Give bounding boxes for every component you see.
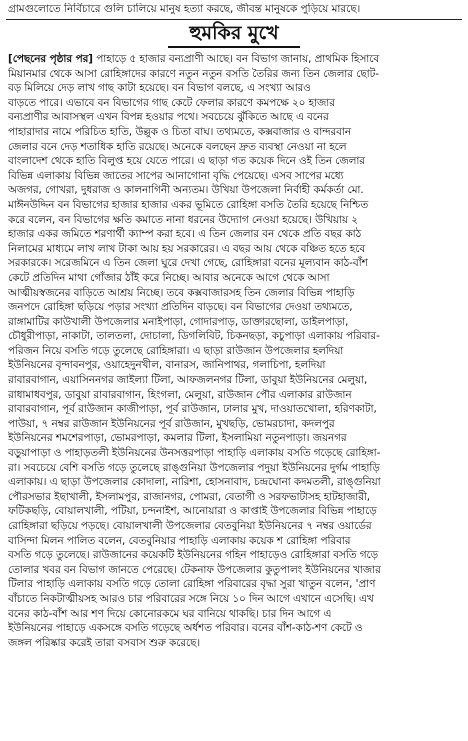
article-line: হাজার একর জমিতে শরণার্থী ক্যাম্প করা হবে। এ তিন জেলার বন থেকে প্রতি বছর কাঠ [8, 228, 362, 241]
continuation-tag: [পেছনের পৃষ্ঠার পর] [8, 53, 93, 65]
article-line: তোলার খবর বন বিভাগ জানতে পেরেছে। টেকনাফ উপজেলার কুতুপালং ইউনিয়নের খাজার [8, 563, 381, 576]
article-line: পাহারাদার নামে পরিচিত হাতি, উল্লুক ও চিতা বাঘ। তথ্যমতে, কক্সবাজার ও বান্দরবান [8, 125, 352, 138]
article-line: বাসিন্দা মিলন পালিত বলেন, বেতবুনিয়ার পাহাড়ি এলাকায় কয়েক শ রোহিঙ্গা পরিবার [8, 534, 351, 547]
article-line: অজগর, গোখরা, দুধরাজ ও কালনাগিনী অন্যতম। উখিয়া উপজেলা নির্বাহী কর্মকর্তা মো. [8, 184, 364, 197]
first-line-text: পাহাড়ে ৫ হাজার বন্যপ্রাণী আছে। বন বিভাগ জানায়, প্রাথমিক হিসাবে [92, 53, 380, 65]
article-line: ইউনিয়নের পাহাড়ে একসঙ্গে বসতি গড়েছে অর্ধশত পরিবার। বনের বাঁশ-কাঠ-শণ কেটে ও [8, 622, 363, 635]
article-first-line [8, 52, 462, 67]
article-line: সরকারকে। সরেজমিনে এ তিন জেলা ঘুরে দেখা গেছে, রোহিঙ্গারা বনের মূল্যবান কাঠ-বাঁশ [8, 257, 368, 270]
article-line: এলাকায়। এ ছাড়া উপজেলার কোদালা, নারিশা, হোসনাবাদ, চন্দ্রঘোনা কদমতলী, রাঙ্গুনিয়া [8, 476, 381, 489]
article-line: বনের কাঠ-বাঁশ আর শণ দিয়ে কোনোরকমে ঘর বানিয়ে থাকছি। চার দিন আগে এ [8, 607, 332, 620]
article-line: টিলার পাহাড়ি এলাকায় বসতি গড়ে তোলা রোহিঙ্গা পরিবারের বৃদ্ধা সুরা খাতুন বলেন, 'প্রাণ [8, 578, 376, 591]
article-line: কেটে প্রতিদিন মাথা গোঁজার ঠাঁই করে নিচ্ছে। আবার অনেকে আগে থেকে আসা [8, 271, 330, 284]
article-line: মাঈনউদ্দিন বন বিভাগের হাজার হাজার একর ভূমিতে রোহিঙ্গা বসতি তৈরি হয়েছে নিশ্চিত [8, 198, 369, 211]
headline: হুমকির মুখে [189, 22, 279, 44]
article-line: বন্যপ্রাণীর আবাসস্থল এখন বিপন্ন হওয়ার পথে। সবচেয়ে ঝুঁকিতে আছে এ বনের [8, 111, 329, 124]
article-line: নিলামের মাধ্যমে লাখ লাখ টাকা আয় হয় সরকারের। এ বছর আয় থেকে বঞ্চিত হতে হবে [8, 242, 366, 255]
article-line: জনপদে রোহিঙ্গা ছড়িয়ে পড়ার সংখ্যা প্রতিদিন বাড়ছে। বন বিভাগের দেওয়া তথ্যমতে, [8, 301, 353, 314]
article-line: রোহিঙ্গারা ছড়িয়ে পড়ছে। বোয়ালখালী উপজেলার বেতবুনিয়া ইউনিয়নের ৭ নম্বর ওয়ার্ডের [8, 520, 372, 532]
article-line: ইউনিয়নের শমশেরপাড়া, ভোমরপাড়া, কমলার টিলা, ইসলামিয়া নতুনপাড়া। জয়নগর [8, 432, 347, 445]
article-line: বিভিন্ন এলাকায় বিভিন্ন জাতের সাপের আনাগোনা বৃদ্ধি পেয়েছে। এসব সাপের মধ্যে [8, 169, 344, 182]
article-line: বাংলাদেশ থেকে হাতি বিলুপ্ত হয়ে যেতে পারে। এ ছাড়া গত কয়েক দিনে ওই তিন জেলার [8, 155, 365, 168]
article-line: পাউয়া, ৭ নম্বর রাউজান ইউনিয়নের পূর্ব রাউজান, মুখছড়ি, ভোমরচাদা, কদলপুর [8, 417, 335, 430]
article-line: আত্মীয়স্বজনের বাড়িতে আশ্রয় নিচ্ছে। তবে কক্সবাজারসহ তিন জেলার বিভিন্ন পাহাড়ি [8, 286, 355, 299]
article-line: রাধামাধবপুর, ডাবুয়া রাবারবাগান, হিংগলা, মেলুয়া, রাউজান পৌর এলাকার রাউজান [8, 388, 352, 401]
article-line: বড়ুয়াপাড়া ও পাহাড়তলী ইউনিয়নের উনসত্তরপাড়া পাহাড়ি এলাকায় বসতি গড়েছে রোহিঙ্গা- [8, 447, 381, 460]
article-line: ইউনিয়নের বৃন্দাবনপুর, ওয়াহেদুনখীল, বানারস, জানিপাথর, গলাচিপা, হলদিয়া [8, 359, 326, 372]
article-line: রাঙ্গামাটির কাউখালী উপজেলার মনাইপাড়া, গোদারপাড়, ডাক্তারছোলা, ডাইলপাড়া, [8, 315, 349, 328]
article-line: রা। সবচেয়ে বেশি বসতি গড়ে তুলেছে রাঙ্গুনিয়া উপজেলার পদুয়া ইউনিয়নের দুর্গম পাহাড়ি [8, 461, 380, 474]
article-line: জঙ্গল পরিষ্কার করেই তারা বসবাস শুরু করেছে। [8, 636, 201, 649]
article-line: করে বলেন, বন বিভাগের ক্ষতি কমাতে নানা ধরনের উদ্যোগ নেওয়া হয়েছে। উখিয়ায় ২ [8, 213, 358, 226]
article-line: ফটিকছড়ি, বোয়ালখালী, পটিয়া, চন্দনাইশ, আনোয়ারা ও কাপ্তাই উপজেলার বিভিন্ন পাহাড়ে [8, 505, 377, 518]
article-body [8, 52, 462, 650]
article-line: বাড়তে পারে। এভাবে বন বিভাগের গাছ কেটে ফেলার কারণে কমপক্ষে ২০ হাজার [8, 96, 335, 109]
previous-article-last-line: গ্রামগুলোতে নির্বিচারে গুলি চালিয়ে মানুষ হত্যা করছে, জীবন্ত মানুষকে পুড়িয়ে মারছে। [8, 3, 361, 15]
article-line: বসতি গড়ে তুলেছে। রাউজানের কয়েকটি ইউনিয়নের গহিন পাহাড়েও রোহিঙ্গারা বসতি গড়ে [8, 549, 379, 562]
article-line: পরিজন নিয়ে বসতি গড়ে তুলেছে রোহিঙ্গারা। এ ছাড়া রাউজান উপজেলার হলদিয়া [8, 344, 344, 357]
article-line: বড় মিলিয়ে দেড় লাখ গাছ কাটা হয়েছে। বন বিভাগ বলছে, এ সংখ্যা আরও [8, 82, 311, 95]
article-line: চৌধুরীপাড়া, নাকাটা, তালতলা, দোচালা, ডিগলিবিট, চিকনছড়া, কচুপাড়া এলাকায় পরিবার- [8, 330, 380, 343]
article-line: রাবারবাগান, এয়াসিননগর জাইল্যা টিলা, আফজলনগর টিলা, ডাবুয়া ইউনিয়নের মেলুয়া, [8, 374, 368, 387]
article-line: মিয়ানমার থেকে আসা রোহিঙ্গাদের কারণে নতুন নতুন বসতি তৈরির জন্য তিন জেলার ছোট- [8, 67, 379, 80]
article-line: রাবারবাগান, পূর্ব রাউজান কাজীপাড়া, পূর্ব রাউজান, ঢালার মুখ, দাওয়াতখোলা, হরিণকাটা, [8, 403, 377, 416]
article-line: পৌরসভার ইছাখালী, ইসলামপুর, রাজানগর, পোমরা, বেতাগী ও সরফভাটাসহ হাটহাজারী, [8, 490, 371, 503]
article-lines [8, 67, 462, 651]
article-line: জেলার বনে দেড় শতাধিক হাতি রয়েছে। অনেকে বলছেন দ্রুত ব্যবস্থা নেওয়া না হলে [8, 140, 347, 153]
article-line: বাঁচাতে নিকটাত্মীয়সহ আরও চার পরিবারের সঙ্গে নিয়ে ১০ দিন আগে এখানে এসেছি। এখ [8, 592, 374, 605]
headline-underline [168, 46, 300, 48]
